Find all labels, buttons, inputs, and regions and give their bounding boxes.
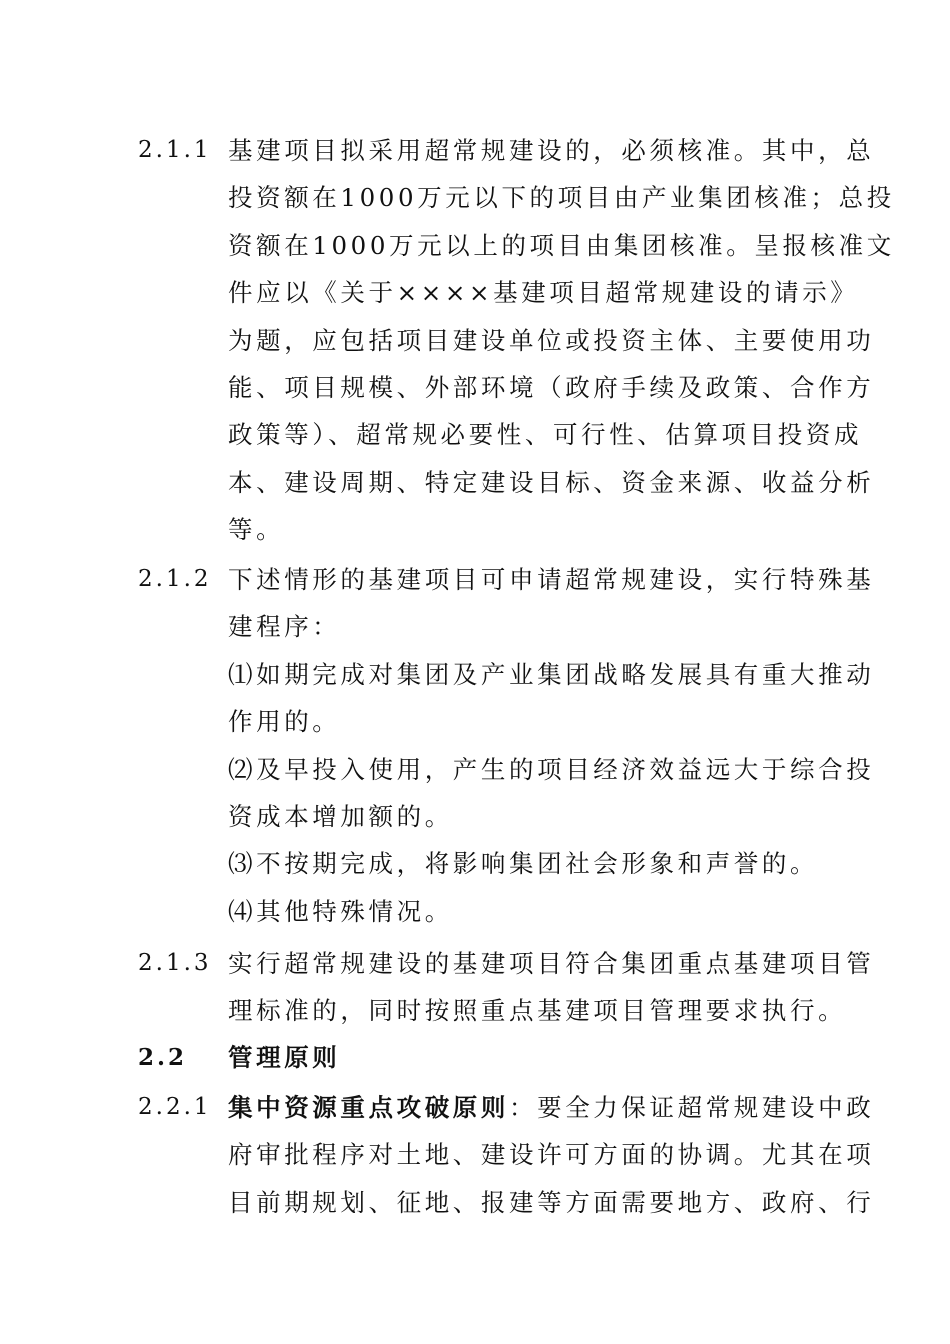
text-line: 下述情形的基建项目可申请超常规建设，实行特殊基	[228, 565, 875, 594]
text-line: 投资额在1000万元以下的项目由产业集团核准；总投	[228, 183, 895, 213]
clause-body	[228, 127, 895, 554]
list-item-continuation: 作用的。	[228, 707, 341, 737]
list-item: ⑵及早投入使用，产生的项目经济效益远大于综合投	[228, 754, 875, 784]
text-line: 建程序：	[228, 612, 341, 642]
text-line	[228, 1084, 875, 1131]
clause-number: 2.1.2	[138, 566, 212, 592]
text-line: 府审批程序对土地、建设许可方面的协调。尤其在项	[228, 1140, 875, 1170]
clause-body	[228, 556, 875, 935]
clause-number: 2.1.1	[138, 137, 212, 163]
list-item: ⑷其他特殊情况。	[228, 896, 453, 926]
section-number: 2.2	[138, 1044, 188, 1071]
text-line: 件应以《关于××××基建项目超常规建设的请示》	[228, 278, 859, 308]
text-line: 实行超常规建设的基建项目符合集团重点基建项目管	[228, 949, 875, 978]
principle-name: 集中资源重点攻破原则	[228, 1093, 509, 1122]
section-title	[228, 1034, 828, 1081]
clause-body	[228, 940, 875, 1035]
clause-number: 2.1.3	[138, 950, 212, 976]
text-line: 为题，应包括项目建设单位或投资主体、主要使用功	[228, 325, 875, 355]
text-line: 资额在1000万元以上的项目由集团核准。呈报核准文	[228, 230, 895, 260]
clause-body	[228, 1084, 875, 1226]
clause-number: 2.2.1	[138, 1094, 212, 1120]
list-item: ⑶不按期完成，将影响集团社会形象和声誉的。	[228, 849, 819, 879]
text-line: 理标准的，同时按照重点基建项目管理要求执行。	[228, 996, 847, 1026]
text-line: 本、建设周期、特定建设目标、资金来源、收益分析	[228, 467, 875, 497]
principle-text: ：要全力保证超常规建设中政	[509, 1093, 875, 1122]
text-line: 政策等）、超常规必要性、可行性、估算项目投资成	[228, 420, 863, 450]
text-line: 目前期规划、征地、报建等方面需要地方、政府、行	[228, 1187, 875, 1217]
text-line: 能、项目规模、外部环境（政府手续及政策、合作方	[228, 373, 875, 403]
text-line: 基建项目拟采用超常规建设的，必须核准。其中，总	[228, 136, 875, 165]
list-item-continuation: 资成本增加额的。	[228, 802, 453, 832]
section-title-text: 管理原则	[228, 1043, 341, 1072]
list-item: ⑴如期完成对集团及产业集团战略发展具有重大推动	[228, 659, 875, 689]
text-line: 等。	[228, 515, 285, 545]
